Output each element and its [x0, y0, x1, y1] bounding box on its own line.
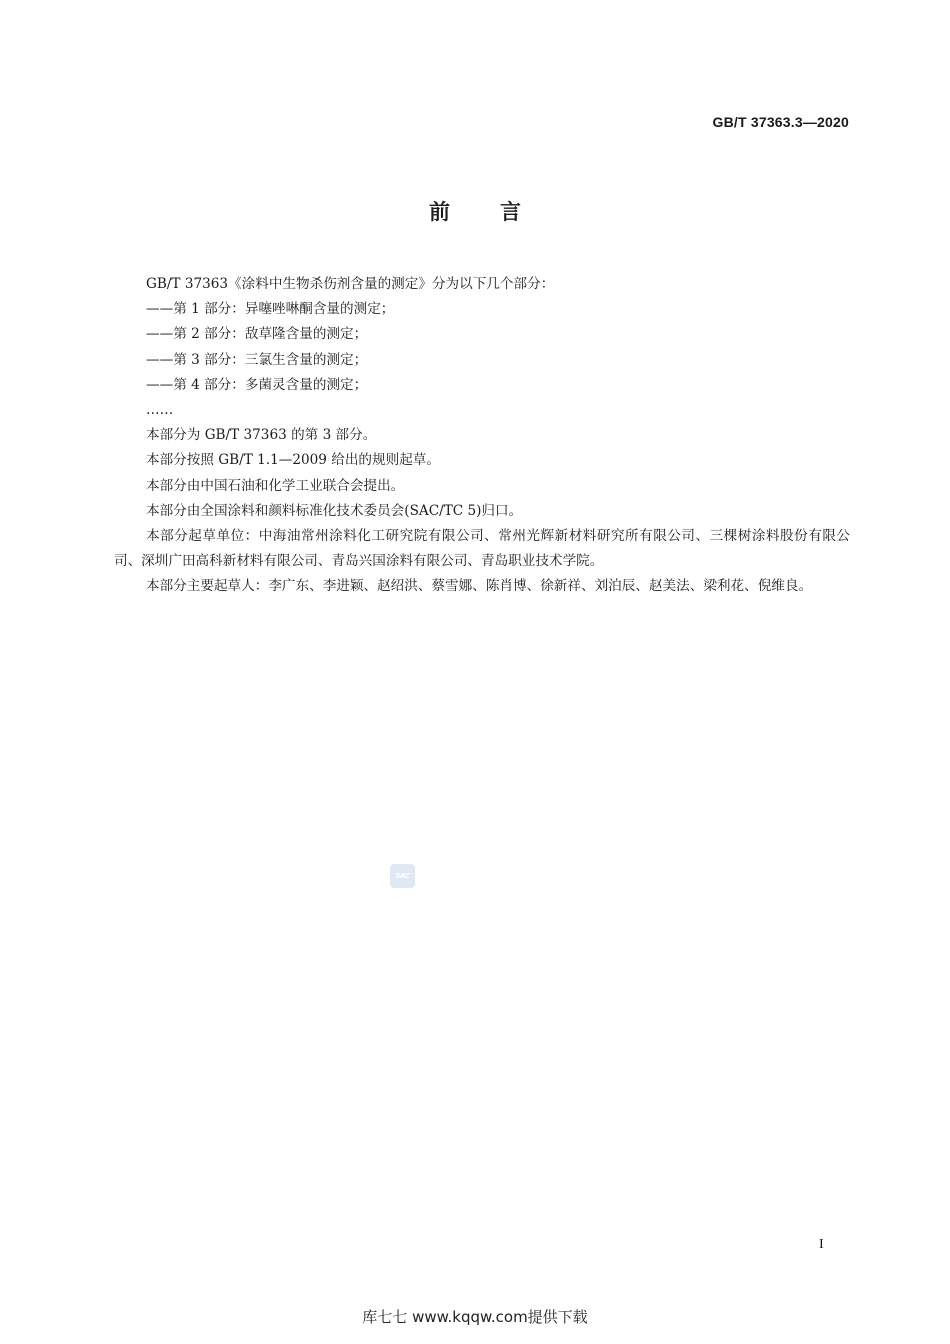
page-title	[0, 196, 950, 226]
part-list-item: ——第 1 部分：异噻唑啉酮含量的测定；	[146, 301, 395, 318]
part-statement: 本部分为 GB/T 37363 的第 3 部分。	[146, 427, 377, 444]
title-char-2: 言	[500, 200, 521, 224]
administered-by: 本部分由全国涂料和颜料标准化技术委员会(SAC/TC 5)归口。	[146, 502, 523, 519]
drafting-units: 本部分起草单位：中海油常州涂料化工研究院有限公司、常州光辉新材料研究所有限公司、三棵树涂料股份有限公司、深圳广田高科新材料有限公司、青岛兴国涂料有限公司、青岛职业技术学院。	[114, 528, 850, 570]
intro-paragraph: GB/T 37363《涂料中生物杀伤剂含量的测定》分为以下几个部分：	[146, 276, 555, 292]
foreword-body	[114, 272, 850, 600]
drafting-rule: 本部分按照 GB/T 1.1—2009 给出的规则起草。	[146, 452, 440, 469]
sac-watermark-logo	[390, 864, 415, 888]
ellipsis: ……	[146, 402, 174, 419]
proposed-by: 本部分由中国石油和化学工业联合会提出。	[146, 477, 405, 494]
title-char-1: 前	[429, 200, 450, 224]
part-list-item: ——第 4 部分：多菌灵含量的测定；	[146, 376, 368, 393]
footer-source-link[interactable]: 库七七 www.kqqw.com提供下载	[362, 1308, 588, 1326]
part-list-item: ——第 2 部分：敌草隆含量的测定；	[146, 326, 368, 343]
page-number: I	[819, 1237, 824, 1252]
watermark-text: SAC	[395, 872, 410, 880]
part-list-item: ——第 3 部分：三氯生含量的测定；	[146, 351, 368, 368]
drafters: 本部分主要起草人：李广东、李进颖、赵绍洪、蔡雪娜、陈肖博、徐新祥、刘泊辰、赵美法、梁利花、倪维良。	[146, 578, 813, 595]
document-code: GB/T 37363.3—2020	[712, 114, 849, 130]
